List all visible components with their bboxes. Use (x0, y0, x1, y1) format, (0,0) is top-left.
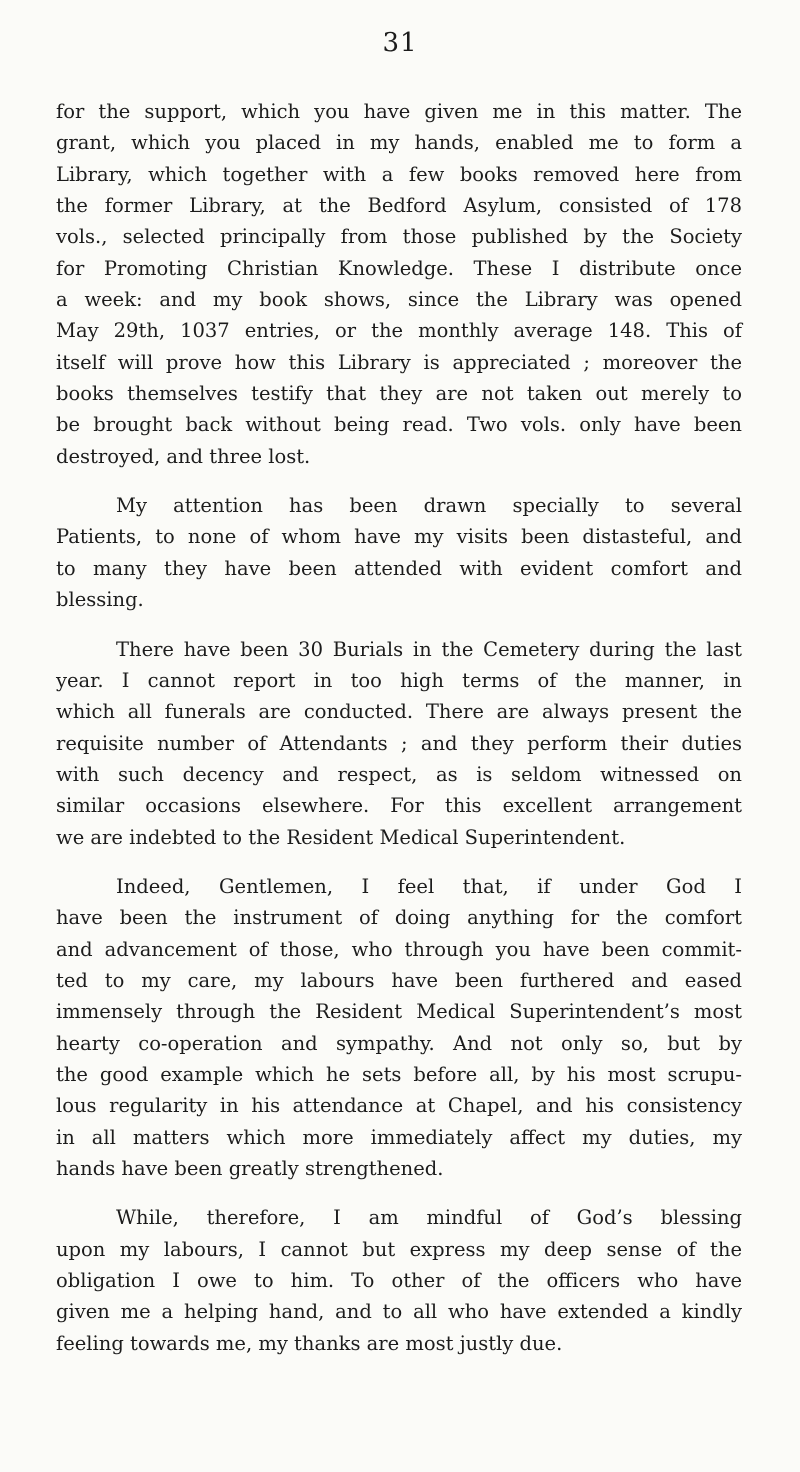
text-line: for the support, which you have given me in this matter. The (56, 100, 742, 123)
text-line: the good example which he sets before all, by his most scrupu- (56, 1062, 742, 1086)
page-number: 31 (382, 28, 418, 58)
text-line: a week: and my book shows, since the Library was opened (56, 288, 742, 312)
text-line: My attention has been drawn specially to several (116, 494, 742, 518)
text-line: in all matters which more immediately affect my duties, my (56, 1125, 742, 1149)
text-line: Library, which together with a few books removed here from (56, 162, 742, 186)
text-line: with such decency and respect, as is seldom witnessed on (56, 762, 742, 786)
text-line: While, therefore, I am mindful of God’s blessing (116, 1206, 742, 1230)
body-text (56, 96, 742, 1377)
text-line: upon my labours, I cannot but express my deep sense of the (56, 1237, 742, 1261)
text-line: hearty co-operation and sympathy. And not only so, but by (56, 1031, 742, 1055)
text-line: May 29th, 1037 entries, or the monthly average 148. This of (56, 319, 742, 343)
text-line: Indeed, Gentlemen, I feel that, if under God I (116, 874, 742, 898)
text-line: be brought back without being read. Two vols. only have been (56, 413, 742, 437)
text-line: to many they have been attended with evident comfort and (56, 556, 742, 580)
paragraph (56, 490, 742, 615)
paragraph (56, 1202, 742, 1359)
text-line: for Promoting Christian Knowledge. These I distribute once (56, 256, 742, 280)
paragraph (56, 871, 742, 1184)
text-line: obligation I owe to him. To other of the officers who have (56, 1269, 742, 1293)
text-line: given me a helping hand, and to all who have extended a kindly (56, 1300, 742, 1324)
text-line: destroyed, and three lost. (56, 444, 311, 468)
text-line: feeling towards me, my thanks are most justly due. (56, 1331, 563, 1355)
text-line: Patients, to none of whom have my visits been distasteful, and (56, 525, 742, 549)
text-line: and advancement of those, who through you have been commit- (56, 937, 742, 961)
text-line: which all funerals are conducted. There are always present the (56, 700, 742, 724)
text-line: hands have been greatly strengthened. (56, 1157, 444, 1180)
paragraph (56, 96, 742, 472)
text-line: blessing. (56, 588, 144, 612)
text-line: have been the instrument of doing anything for the comfort (56, 906, 742, 930)
text-line: itself will prove how this Library is appreciated ; moreover the (56, 350, 742, 374)
text-line: immensely through the Resident Medical Superintendent’s most (56, 1000, 742, 1024)
text-line: There have been 30 Burials in the Cemetery during the last (116, 637, 742, 661)
paragraph (56, 634, 742, 853)
text-line: the former Library, at the Bedford Asylum, consisted of 178 (56, 194, 742, 218)
text-line: grant, which you placed in my hands, enabled me to form a (56, 131, 742, 155)
text-line: books themselves testify that they are not taken out merely to (56, 382, 742, 406)
text-line: year. I cannot report in too high terms of the manner, in (56, 668, 742, 692)
text-line: we are indebted to the Resident Medical Superintendent. (56, 825, 626, 849)
text-line: ted to my care, my labours have been furthered and eased (56, 968, 742, 992)
text-line: similar occasions elsewhere. For this excellent arrangement (56, 794, 742, 818)
text-line: lous regularity in his attendance at Chapel, and his consistency (56, 1094, 742, 1118)
text-line: requisite number of Attendants ; and they perform their duties (56, 731, 742, 755)
text-line: vols., selected principally from those published by the Society (56, 225, 742, 249)
